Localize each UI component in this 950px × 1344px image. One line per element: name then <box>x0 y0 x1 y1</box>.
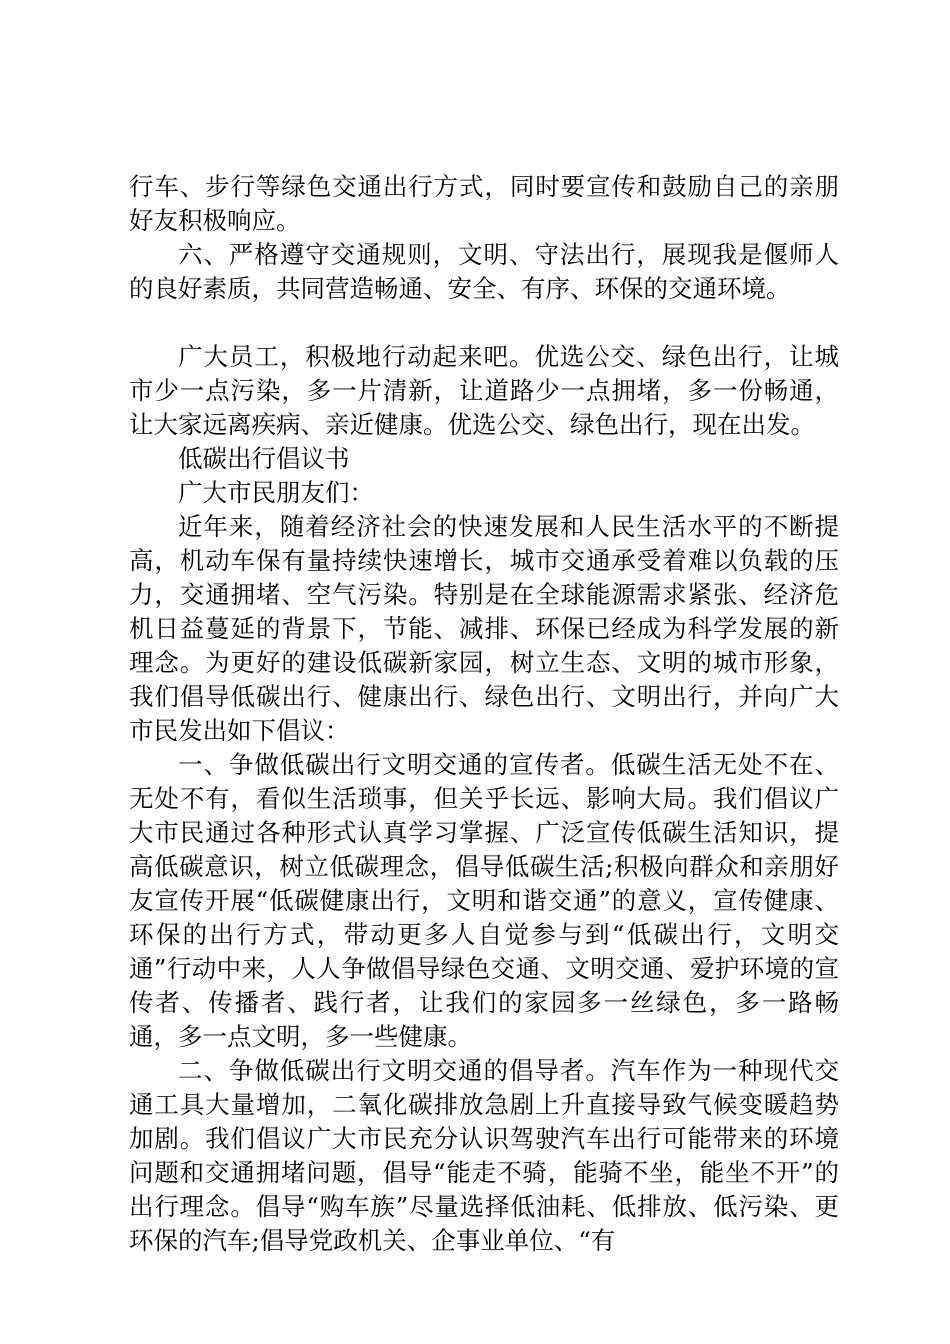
paragraph-continuation: 行车、步行等绿色交通出行方式，同时要宣传和鼓励自己的亲朋好友积极响应。 <box>129 172 839 235</box>
document-title: 低碳出行倡议书 <box>178 444 350 473</box>
paragraph-call-to-action: 广大员工，积极地行动起来吧。优选公交、绿色出行，让城市少一点污染，多一片清新，让道路少一点拥堵，多一份畅通，让大家远离疾病、亲近健康。优选公交、绿色出行，现在出发。 <box>129 342 839 439</box>
blank-line <box>129 306 839 340</box>
paragraph-item-two: 二、争做低碳出行文明交通的倡导者。汽车作为一种现代交通工具大量增加，二氧化碳排放急剧上升直接导致气候变暖趋势加剧。我们倡议广大市民充分认识驾驶汽车出行可能带来的环境问题和交通拥堵问题，倡导“能走不骑，能骑不坐，能坐不开”的出行理念。倡导“购车族”尽量选择低油耗、低排放、低污染、更环保的汽车;倡导党政机关、企事业单位、“有 <box>129 1056 839 1255</box>
salutation: 广大市民朋友们： <box>178 478 374 507</box>
paragraph-intro: 近年来，随着经济社会的快速发展和人民生活水平的不断提高，机动车保有量持续快速增长，城市交通承受着难以负载的压力，交通拥堵、空气污染。特别是在全球能源需求紧张、经济危机日益蔓延的背景下，节能、减排、环保已经成为科学发展的新理念。为更好的建设低碳新家园，树立生态、文明的城市形象，我们倡导低碳出行、健康出行、绿色出行、文明出行，并向广大市民发出如下倡议： <box>129 512 839 745</box>
paragraph-item-one: 一、争做低碳出行文明交通的宣传者。低碳生活无处不在、无处不有，看似生活琐事，但关乎长远、影响大局。我们倡议广大市民通过各种形式认真学习掌握、广泛宣传低碳生活知识，提高低碳意识，树立低碳理念，倡导低碳生活;积极向群众和亲朋好友宣传开展“低碳健康出行，文明和谐交通”的意义，宣传健康、环保的出行方式，带动更多人自觉参与到“低碳出行，文明交通”行动中来，人人争做倡导绿色交通、文明交通、爱护环境的宣传者、传播者、践行者，让我们的家园多一丝绿色，多一路畅通，多一点文明，多一些健康。 <box>129 750 839 1051</box>
paragraph-item-six: 六、严格遵守交通规则，文明、守法出行，展现我是偃师人的良好素质，共同营造畅通、安全、有序、环保的交通环境。 <box>129 240 839 303</box>
document-page <box>129 170 839 1258</box>
